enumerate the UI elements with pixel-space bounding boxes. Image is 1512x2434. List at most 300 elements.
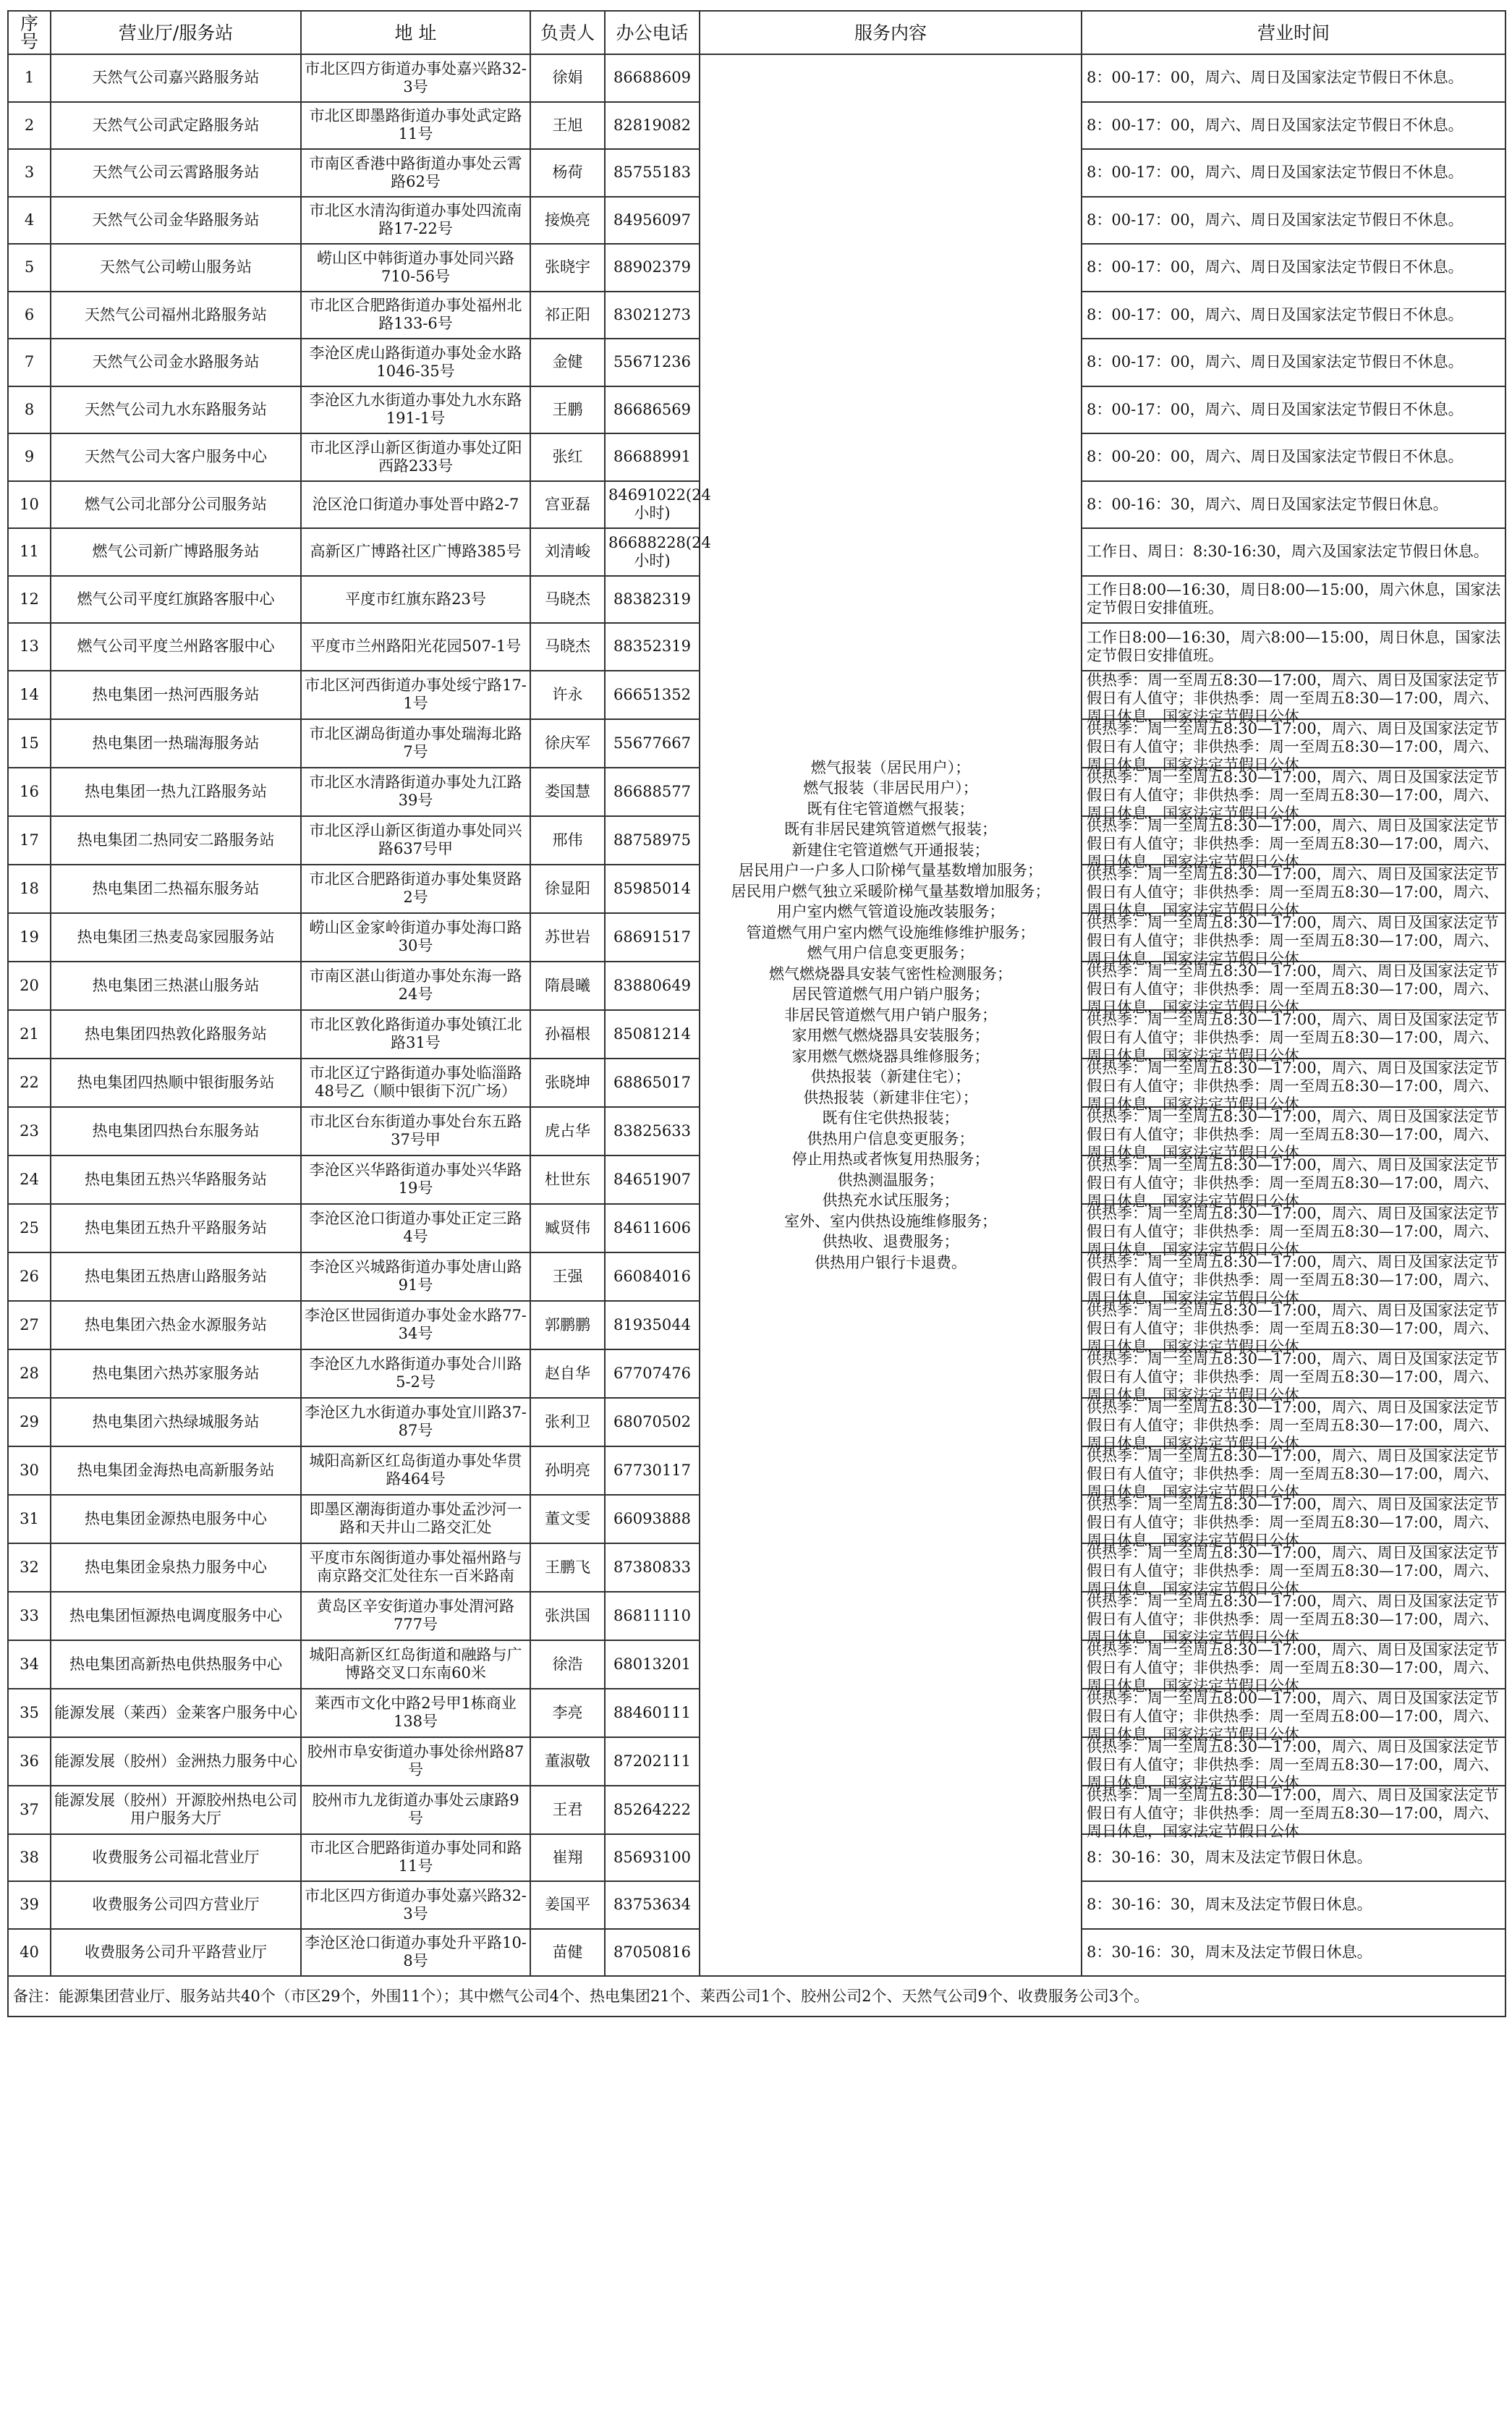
cell-name	[51, 1349, 301, 1398]
cell-no-text: 10	[20, 495, 39, 513]
cell-hours	[1082, 576, 1505, 624]
cell-phone	[605, 1786, 700, 1834]
cell-hours	[1082, 1059, 1505, 1113]
cell-name	[51, 913, 301, 962]
cell-phone	[605, 1689, 700, 1737]
cell-no-text: 8	[24, 400, 35, 418]
cell-hours	[1082, 149, 1505, 197]
cell-name	[51, 149, 301, 197]
cell-no	[8, 1929, 51, 1977]
cell-address-text: 市南区湛山街道办事处东海一路24号	[309, 967, 522, 1003]
cell-name	[51, 1543, 301, 1592]
cell-no	[8, 1495, 51, 1543]
cell-person	[530, 339, 605, 386]
cell-person	[530, 1446, 605, 1495]
cell-address	[301, 1689, 530, 1737]
cell-no-text: 23	[20, 1121, 39, 1140]
cell-no-text: 22	[20, 1073, 39, 1091]
cell-name	[51, 1398, 301, 1446]
cell-name-text: 热电集团五热升平路服务站	[85, 1218, 267, 1237]
cell-person-text: 宫亚磊	[545, 495, 590, 513]
cell-no	[8, 149, 51, 197]
cell-address-text: 平度市红旗东路23号	[345, 590, 486, 608]
cell-name-text: 热电集团金海热电高新服务站	[77, 1461, 275, 1479]
cell-name	[51, 1737, 301, 1786]
cell-address-text: 市南区香港中路街道办事处云霄路62号	[309, 154, 522, 190]
cell-person-text: 祁正阳	[545, 305, 590, 323]
cell-no	[8, 1786, 51, 1834]
cell-no-text: 30	[20, 1461, 39, 1479]
service-item: 居民用户一户多人口阶梯气量基数增加服务；	[739, 862, 1042, 880]
cell-hours-text: 供热季：周一至周五8:30—17:00，周六、周日及国家法定节假日有人值守；非供热季：周一至周五8:30—17:00，周六、周日休息，国家法定节假日公休	[1087, 1543, 1499, 1598]
cell-name	[51, 1640, 301, 1689]
cell-phone-text: 66084016	[613, 1267, 691, 1285]
service-item: 新建住宅管道燃气开通报装；	[791, 841, 990, 859]
cell-address-text: 李沧区兴城路街道办事处唐山路91号	[309, 1258, 522, 1294]
cell-phone	[605, 671, 700, 719]
cell-no-text: 2	[24, 116, 35, 134]
cell-name	[51, 197, 301, 245]
cell-person-text: 臧贤伟	[545, 1218, 590, 1237]
cell-address-text: 市北区水清路街道办事处九江路39号	[309, 773, 522, 809]
service-item: 供热报装（新建住宅）；	[810, 1068, 971, 1086]
cell-name-text: 热电集团高新热电供热服务中心	[69, 1655, 282, 1673]
header-service: 服务内容	[700, 11, 1082, 54]
cell-no-text: 1	[24, 69, 35, 87]
service-item: 家用燃气燃烧器具维修服务；	[791, 1047, 990, 1065]
cell-hours-text: 供热季：周一至周五8:30—17:00，周六、周日及国家法定节假日有人值守；非供热季：周一至周五8:30—17:00，周六、周日休息，国家法定节假日公休	[1087, 913, 1499, 967]
cell-address-text: 市北区合肥路街道办事处同和路11号	[309, 1839, 522, 1875]
cell-phone-text: 85081214	[613, 1025, 691, 1043]
service-item: 燃气报装（非居民用户）；	[803, 779, 978, 797]
cell-address-text: 李沧区世园街道办事处金水路77-34号	[305, 1307, 527, 1342]
cell-no-text: 3	[24, 164, 35, 182]
cell-no-text: 15	[20, 734, 39, 752]
cell-person-text: 徐庆军	[545, 734, 590, 752]
cell-hours-text: 供热季：周一至周五8:30—17:00，周六、周日及国家法定节假日有人值守；非供热季：周一至周五8:30—17:00，周六、周日休息，国家法定节假日公休	[1087, 1446, 1499, 1501]
cell-hours-text: 8：30-16：30，周末及法定节假日休息。	[1087, 1943, 1372, 1961]
cell-no-text: 18	[20, 879, 39, 897]
cell-person-text: 孙明亮	[545, 1461, 590, 1479]
cell-hours-text: 供热季：周一至周五8:30—17:00，周六、周日及国家法定节假日有人值守；非供热季：周一至周五8:30—17:00，周六、周日休息，国家法定节假日公休	[1087, 1786, 1499, 1840]
header-phone: 办公电话	[605, 11, 700, 54]
cell-hours	[1082, 623, 1505, 671]
cell-no-text: 11	[20, 543, 39, 561]
cell-phone-text: 83753634	[613, 1896, 691, 1914]
service-item: 家用燃气燃烧器具安装服务；	[791, 1027, 990, 1045]
cell-hours	[1082, 1689, 1505, 1743]
cell-phone	[605, 1834, 700, 1882]
cell-no	[8, 1349, 51, 1398]
cell-no-text: 21	[20, 1025, 39, 1043]
cell-phone-text: 87202111	[613, 1752, 691, 1770]
cell-name	[51, 102, 301, 150]
cell-no-text: 31	[20, 1509, 39, 1527]
cell-no-text: 13	[20, 637, 39, 656]
cell-address	[301, 339, 530, 386]
cell-hours-text: 8：00-20：00，周六、周日及国家法定节假日不休息。	[1087, 448, 1464, 466]
cell-person-text: 张红	[552, 448, 583, 466]
cell-address-text: 市北区合肥路街道办事处福州北路133-6号	[309, 297, 522, 333]
cell-person-text: 苗健	[552, 1943, 583, 1961]
cell-person	[530, 1252, 605, 1301]
cell-person-text: 王旭	[552, 116, 583, 134]
cell-no-text: 29	[20, 1412, 39, 1430]
service-item: 既有非居民建筑管道燃气报装；	[784, 820, 997, 839]
cell-address-text: 市北区台东街道办事处台东五路37号甲	[309, 1113, 522, 1148]
cell-person	[530, 1107, 605, 1155]
cell-person-text: 姜国平	[545, 1896, 590, 1914]
cell-no-text: 5	[24, 258, 35, 276]
cell-phone	[605, 1010, 700, 1059]
cell-address	[301, 1543, 530, 1592]
cell-phone	[605, 623, 700, 671]
cell-person-text: 张利卫	[545, 1412, 590, 1430]
cell-phone-text: 86686569	[613, 400, 691, 418]
cell-name-text: 天然气公司嘉兴路服务站	[92, 69, 260, 87]
cell-phone	[605, 1349, 700, 1398]
cell-no-text: 26	[20, 1267, 39, 1285]
service-item: 燃气报装（居民用户）；	[810, 758, 971, 776]
cell-phone-text: 68691517	[613, 928, 691, 946]
cell-no	[8, 339, 51, 386]
cell-no	[8, 1881, 51, 1929]
cell-phone	[605, 1543, 700, 1592]
cell-address	[301, 962, 530, 1010]
cell-hours	[1082, 865, 1505, 919]
cell-no-text: 20	[20, 976, 39, 994]
header-no: 序号	[8, 11, 51, 54]
cell-address	[301, 768, 530, 816]
cell-phone-text: 84956097	[613, 211, 691, 229]
cell-hours	[1082, 1881, 1505, 1929]
cell-name	[51, 816, 301, 865]
cell-hours-text: 供热季：周一至周五8:30—17:00，周六、周日及国家法定节假日有人值守；非供热季：周一至周五8:30—17:00，周六、周日休息，国家法定节假日公休	[1087, 671, 1499, 725]
cell-name-text: 收费服务公司四方营业厅	[92, 1896, 260, 1914]
cell-address-text: 市北区四方街道办事处嘉兴路32-3号	[305, 1886, 527, 1922]
service-item: 用户室内燃气管道设施改装服务；	[776, 903, 1005, 921]
cell-hours-text: 8：00-17：00，周六、周日及国家法定节假日不休息。	[1087, 400, 1464, 418]
cell-hours	[1082, 1301, 1505, 1355]
cell-name	[51, 1929, 301, 1977]
cell-phone-text: 84611606	[613, 1218, 691, 1237]
footnote-row	[8, 1976, 1505, 2017]
cell-person	[530, 1155, 605, 1204]
cell-person-text: 许永	[552, 685, 583, 703]
cell-no	[8, 1543, 51, 1592]
cell-person	[530, 1398, 605, 1446]
cell-phone	[605, 962, 700, 1010]
service-item: 供热充水试压服务；	[822, 1192, 959, 1210]
cell-name-text: 燃气公司平度红旗路客服中心	[77, 590, 275, 608]
cell-person-text: 苏世岩	[545, 928, 590, 946]
cell-hours-text: 8：00-17：00，周六、周日及国家法定节假日不休息。	[1087, 305, 1464, 323]
cell-name	[51, 339, 301, 386]
cell-no	[8, 962, 51, 1010]
cell-hours	[1082, 913, 1505, 967]
service-item: 非居民管道燃气用户销户服务；	[784, 1006, 997, 1024]
cell-hours	[1082, 1592, 1505, 1646]
cell-hours	[1082, 768, 1505, 822]
cell-hours-text: 8：00-17：00，周六、周日及国家法定节假日不休息。	[1087, 69, 1464, 87]
cell-phone-text: 87380833	[613, 1558, 691, 1576]
cell-hours	[1082, 433, 1505, 481]
cell-hours	[1082, 1786, 1505, 1840]
table-row	[8, 54, 1505, 102]
cell-person-text: 崔翔	[552, 1848, 583, 1866]
cell-phone-text: 66651352	[613, 685, 691, 703]
cell-person	[530, 1204, 605, 1252]
cell-person-text: 王鹏飞	[545, 1558, 590, 1576]
cell-address	[301, 1059, 530, 1107]
cell-name-text: 热电集团一热九江路服务站	[85, 782, 267, 800]
service-item: 既有住宅管道燃气报装；	[807, 800, 974, 818]
cell-name	[51, 1155, 301, 1204]
cell-address	[301, 1929, 530, 1977]
cell-person	[530, 1881, 605, 1929]
cell-no	[8, 1010, 51, 1059]
cell-phone-text: 86688609	[613, 69, 691, 87]
cell-phone-text: 55677667	[613, 734, 691, 752]
service-item: 燃气燃烧器具安装气密性检测服务；	[769, 964, 1012, 983]
cell-hours-text: 供热季：周一至周五8:30—17:00，周六、周日及国家法定节假日有人值守；非供热季：周一至周五8:30—17:00，周六、周日休息，国家法定节假日公休	[1087, 1640, 1499, 1695]
cell-hours	[1082, 1155, 1505, 1210]
cell-no	[8, 244, 51, 292]
cell-phone-text: 86688991	[613, 448, 691, 466]
cell-address	[301, 1495, 530, 1543]
cell-name	[51, 386, 301, 434]
cell-phone-text: 83021273	[613, 305, 691, 323]
cell-person	[530, 913, 605, 962]
cell-person-text: 娄国慧	[545, 782, 590, 800]
cell-name	[51, 1689, 301, 1737]
cell-hours-text: 8：30-16：30，周末及法定节假日休息。	[1087, 1896, 1372, 1914]
cell-phone	[605, 1252, 700, 1301]
cell-person	[530, 1543, 605, 1592]
cell-no	[8, 1252, 51, 1301]
cell-phone	[605, 1204, 700, 1252]
cell-person	[530, 1640, 605, 1689]
cell-phone-text: 68865017	[613, 1073, 691, 1091]
cell-hours	[1082, 386, 1505, 434]
cell-hours	[1082, 292, 1505, 339]
cell-person-text: 杨荷	[552, 164, 583, 182]
cell-name-text: 热电集团三热湛山服务站	[92, 976, 260, 994]
cell-address	[301, 433, 530, 481]
cell-phone	[605, 1640, 700, 1689]
cell-address	[301, 1204, 530, 1252]
cell-phone	[605, 1737, 700, 1786]
cell-hours-text: 8：00-17：00，周六、周日及国家法定节假日不休息。	[1087, 164, 1464, 182]
cell-hours	[1082, 962, 1505, 1016]
cell-no	[8, 481, 51, 529]
cell-address-text: 城阳高新区红岛街道和融路与广博路交叉口东南60米	[309, 1646, 522, 1682]
cell-name	[51, 1592, 301, 1640]
cell-hours	[1082, 1446, 1505, 1501]
cell-hours-text: 8：00-16：30，周六、周日及国家法定节假日休息。	[1087, 495, 1448, 513]
cell-person-text: 邢伟	[552, 831, 583, 849]
cell-address-text: 李沧区虎山路街道办事处金水路1046-35号	[309, 344, 522, 380]
service-item: 供热报装（新建非住宅）；	[803, 1088, 978, 1106]
cell-phone-text: 68070502	[613, 1412, 691, 1430]
cell-name-text: 天然气公司武定路服务站	[92, 116, 260, 134]
cell-hours	[1082, 671, 1505, 725]
cell-phone-text: 88902379	[613, 258, 691, 276]
cell-phone	[605, 54, 700, 102]
cell-name-text: 热电集团二热同安二路服务站	[77, 831, 275, 849]
cell-person-text: 金健	[552, 353, 583, 371]
cell-person	[530, 386, 605, 434]
cell-address	[301, 1881, 530, 1929]
cell-hours-text: 供热季：周一至周五8:30—17:00，周六、周日及国家法定节假日有人值守；非供热季：周一至周五8:30—17:00，周六、周日休息，国家法定节假日公休	[1087, 1059, 1499, 1113]
cell-name	[51, 481, 301, 529]
cell-hours	[1082, 481, 1505, 529]
cell-hours	[1082, 197, 1505, 245]
cell-phone	[605, 149, 700, 197]
cell-address-text: 城阳高新区红岛街道办事处华贯路464号	[309, 1452, 522, 1488]
cell-person	[530, 197, 605, 245]
cell-address-text: 市北区即墨路街道办事处武定路11号	[309, 107, 522, 143]
cell-address	[301, 1834, 530, 1882]
cell-person-text: 王君	[552, 1800, 583, 1818]
cell-no-text: 33	[20, 1606, 39, 1624]
cell-no	[8, 1446, 51, 1495]
cell-phone	[605, 768, 700, 816]
cell-address-text: 李沧区兴华路街道办事处兴华路19号	[309, 1161, 522, 1197]
cell-name	[51, 1786, 301, 1834]
cell-hours-text: 8：30-16：30，周末及法定节假日休息。	[1087, 1848, 1372, 1866]
cell-address	[301, 865, 530, 913]
cell-person-text: 刘清峻	[545, 543, 590, 561]
cell-person	[530, 576, 605, 624]
cell-address	[301, 386, 530, 434]
cell-name-text: 燃气公司北部分公司服务站	[85, 495, 267, 513]
cell-phone-text: 87050816	[613, 1943, 691, 1961]
cell-phone	[605, 1155, 700, 1204]
cell-address-text: 黄岛区辛安街道办事处渭河路777号	[317, 1598, 514, 1633]
cell-phone-text: 84651907	[613, 1170, 691, 1188]
cell-no	[8, 1301, 51, 1349]
cell-person-text: 郭鹏鹏	[545, 1315, 590, 1333]
cell-address-text: 即墨区潮海街道办事处孟沙河一路和天井山二路交汇处	[309, 1501, 522, 1536]
cell-phone	[605, 1398, 700, 1446]
cell-name-text: 天然气公司九水东路服务站	[85, 400, 267, 418]
cell-name-text: 能源发展（莱西）金莱客户服务中心	[54, 1703, 297, 1721]
cell-person-text: 孙福根	[545, 1025, 590, 1043]
cell-address	[301, 292, 530, 339]
cell-name	[51, 623, 301, 671]
cell-phone	[605, 1301, 700, 1349]
cell-address-text: 李沧区沧口街道办事处升平路10-8号	[305, 1934, 527, 1970]
service-item: 供热测温服务；	[837, 1171, 944, 1189]
header-row	[8, 11, 1505, 54]
cell-phone-text: 83880649	[613, 976, 691, 994]
cell-no-text: 17	[20, 831, 39, 849]
cell-name-text: 热电集团金泉热力服务中心	[85, 1558, 267, 1576]
cell-address	[301, 671, 530, 719]
cell-no	[8, 1689, 51, 1737]
cell-name-text: 天然气公司大客户服务中心	[85, 448, 267, 466]
cell-person-text: 董文雯	[545, 1509, 590, 1527]
cell-no	[8, 1398, 51, 1446]
cell-address-text: 市北区湖岛街道办事处瑞海北路7号	[309, 725, 522, 760]
cell-name	[51, 1059, 301, 1107]
cell-no	[8, 719, 51, 768]
cell-name	[51, 719, 301, 768]
cell-address	[301, 719, 530, 768]
cell-person	[530, 244, 605, 292]
service-item: 供热收、退费服务；	[822, 1233, 959, 1251]
cell-no	[8, 1592, 51, 1640]
service-item: 居民管道燃气用户销户服务；	[791, 985, 990, 1004]
cell-no-text: 34	[20, 1655, 39, 1673]
cell-phone-text: 83825633	[613, 1121, 691, 1140]
cell-person	[530, 816, 605, 865]
cell-phone	[605, 1881, 700, 1929]
cell-address	[301, 149, 530, 197]
cell-person-text: 王鹏	[552, 400, 583, 418]
cell-phone	[605, 197, 700, 245]
cell-name-text: 能源发展（胶州）金洲热力服务中心	[54, 1752, 297, 1770]
cell-no	[8, 1204, 51, 1252]
cell-person-text: 张洪国	[545, 1606, 590, 1624]
cell-person-text: 隋晨曦	[545, 976, 590, 994]
cell-person	[530, 1592, 605, 1640]
cell-no	[8, 1155, 51, 1204]
cell-no-text: 7	[24, 353, 35, 371]
cell-address-text: 李沧区九水街道办事处宜川路37-87号	[305, 1404, 527, 1439]
cell-person	[530, 528, 605, 576]
cell-phone	[605, 433, 700, 481]
service-item: 停止用热或者恢复用热服务；	[791, 1150, 990, 1169]
cell-name	[51, 292, 301, 339]
cell-person	[530, 1786, 605, 1834]
cell-phone	[605, 1592, 700, 1640]
cell-name-text: 热电集团四热顺中银街服务站	[77, 1073, 275, 1091]
cell-person-text: 张晓坤	[545, 1073, 590, 1091]
cell-phone	[605, 865, 700, 913]
cell-phone-text: 88460111	[613, 1703, 691, 1721]
cell-no	[8, 386, 51, 434]
cell-address-text: 市北区敦化路街道办事处镇江北路31号	[309, 1016, 522, 1051]
cell-no	[8, 768, 51, 816]
cell-no	[8, 102, 51, 150]
cell-phone-text: 86688228(24小时)	[608, 533, 711, 569]
cell-address	[301, 197, 530, 245]
cell-hours-text: 供热季：周一至周五8:30—17:00，周六、周日及国家法定节假日有人值守；非供热季：周一至周五8:30—17:00，周六、周日休息，国家法定节假日公休	[1087, 1737, 1499, 1791]
cell-phone-text: 88352319	[613, 637, 691, 656]
cell-phone-text: 88382319	[613, 590, 691, 608]
cell-hours	[1082, 816, 1505, 870]
cell-phone-text: 85693100	[613, 1848, 691, 1866]
cell-no-text: 24	[20, 1170, 39, 1188]
cell-name	[51, 865, 301, 913]
cell-hours-text: 供热季：周一至周五8:30—17:00，周六、周日及国家法定节假日有人值守；非供热季：周一至周五8:30—17:00，周六、周日休息，国家法定节假日公休	[1087, 816, 1499, 870]
cell-no	[8, 1834, 51, 1882]
cell-address	[301, 1010, 530, 1059]
cell-phone-text: 68013201	[613, 1655, 691, 1673]
cell-address	[301, 623, 530, 671]
cell-name-text: 燃气公司新广博路服务站	[92, 543, 260, 561]
header-name: 营业厅/服务站	[51, 11, 301, 54]
cell-phone-text: 81935044	[613, 1315, 691, 1333]
cell-address	[301, 576, 530, 624]
table-body	[8, 54, 1505, 1976]
cell-name-text: 能源发展（胶州）开源胶州热电公司用户服务大厅	[54, 1791, 297, 1827]
cell-no-text: 16	[20, 782, 39, 800]
cell-phone	[605, 1107, 700, 1155]
cell-hours-text: 供热季：周一至周五8:30—17:00，周六、周日及国家法定节假日有人值守；非供热季：周一至周五8:30—17:00，周六、周日休息，国家法定节假日公休	[1087, 768, 1499, 822]
